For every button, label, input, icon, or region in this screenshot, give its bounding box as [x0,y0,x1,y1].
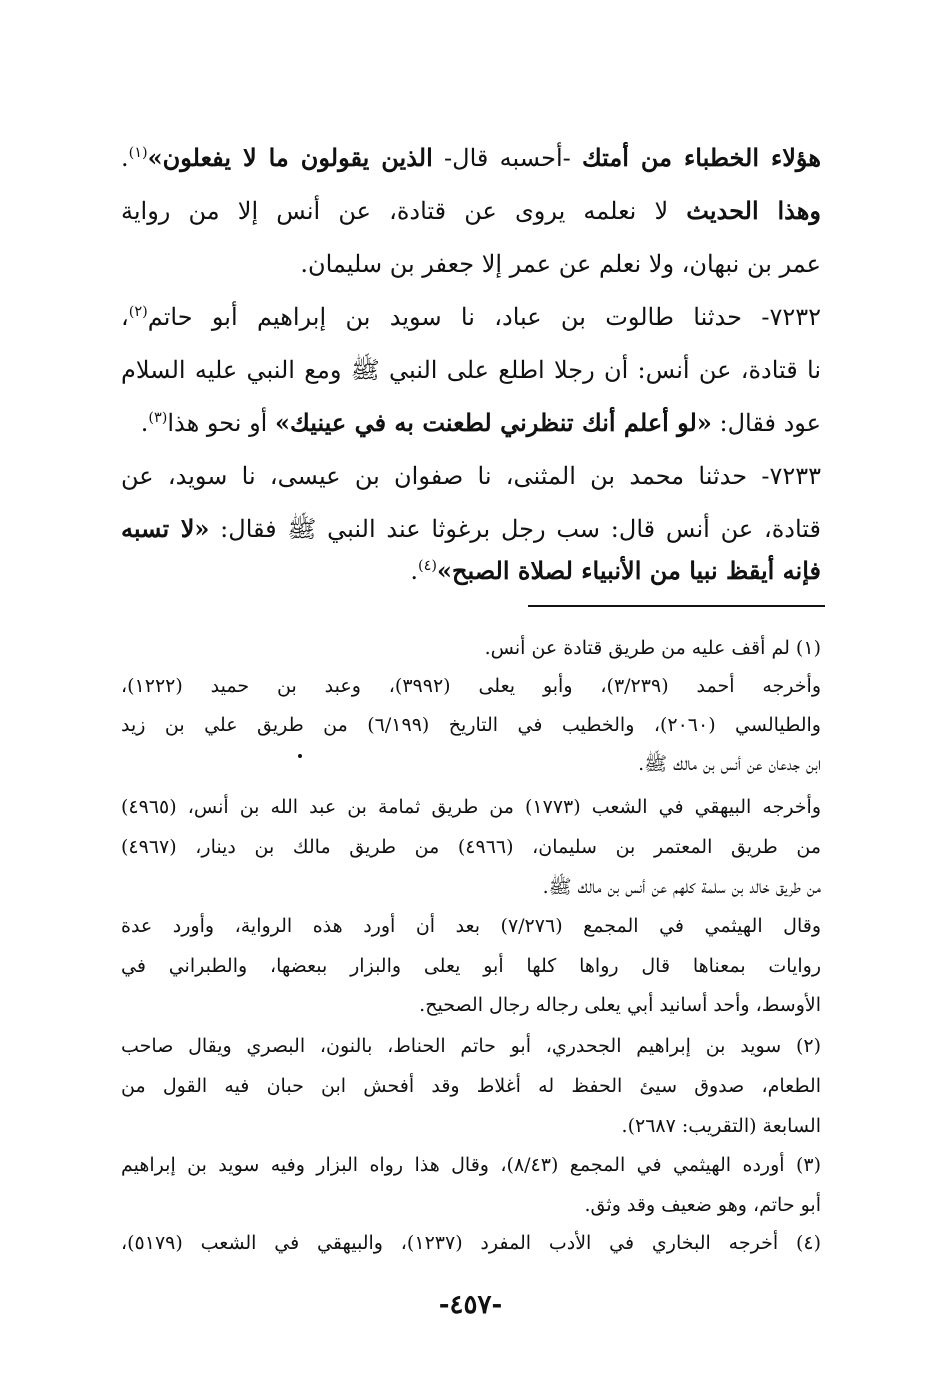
text-segment: لا نعلمه يروى عن قتادة، عن أنس إلا من رواية [121,197,687,225]
footnote-line: (١) لم أقف عليه من طريق قتادة عن أنس. [484,637,821,659]
text-line-5: نا قتادة، عن أنس: أن رجلا اطلع على النبي ﷺ ومع النبي عليه السلام [121,356,821,384]
text-line-3: عمر بن نبهان، ولا نعلم عن عمر إلا جعفر بن سليمان. [300,250,821,278]
text-line-1 [121,140,821,176]
bold-phrase: وهذا الحديث [686,196,821,225]
footnote-line: أبو حاتم، وهو ضعيف وقد وثق. [584,1194,821,1216]
text-line-4 [121,299,821,335]
footnote-line: وأخرجه البيهقي في الشعب (١٧٧٣) من طريق ثمامة بن عبد الله بن أنس، (٤٩٦٥) [121,796,821,818]
footnote-line: (٤) أخرجه البخاري في الأدب المفرد (١٢٣٧)، والبيهقي في الشعب (٥١٧٩)، [121,1232,821,1254]
footnote-ref-1: (١) [128,145,148,161]
text-line-6 [121,405,821,441]
bold-phrase: هؤلاء الخطباء من أمتك [581,143,821,172]
punctuation: ، [121,303,129,331]
text-line-9 [121,553,821,589]
footnote-line: والطيالسي (٢٠٦٠)، والخطيب في التاريخ (٦/١٩٩) من طريق علي بن زيد [121,714,821,736]
footnote-line: (٢) سويد بن إبراهيم الجحدري، أبو حاتم الحناط، بالنون، البصري ويقال صاحب [121,1035,821,1057]
text-segment: قتادة، عن أنس قال: سب رجل برغوثا عند النبي ﷺ فقال: [209,515,821,543]
footnote-line: (٣) أورده الهيثمي في المجمع (٨/٤٣)، وقال هذا رواه البزار وفيه سويد بن إبراهيم [121,1154,821,1176]
punctuation: . [121,144,129,172]
footnote-line: وأخرجه أحمد (٣/٢٣٩)، وأبو يعلى (٣٩٩٢)، وعبد بن حميد (١٢٢٢)، [121,675,821,697]
text-line-8 [121,511,821,547]
footnote-line: الطعام، صدوق سيئ الحفظ له أغلاط وقد أفحش ابن حبان فيه القول من [121,1075,821,1097]
text-segment: عود فقال: [711,409,821,437]
footnote-line: روايات بمعناها قال رواها كلها أبو يعلى والبزار ببعضها، والطبراني في [121,955,821,977]
bold-phrase: فإنه أيقظ نبيا من الأنبياء لصلاة الصبح» [437,556,821,585]
footnote-line: وقال الهيثمي في المجمع (٧/٢٧٦) بعد أن أورد هذه الرواية، وأورد عدة [121,915,821,937]
footnote-ref-3: (٣) [148,410,168,426]
footnote-line: السابعة (التقريب: ٢٦٨٧). [621,1115,821,1137]
footnote-line: من طريق المعتمر بن سليمان، (٤٩٦٦) من طريق مالك بن دينار، (٤٩٦٧) [121,836,821,858]
text-segment: ٧٢٣٢- حدثنا طالوت بن عباد، نا سويد بن إبراهيم أبو حاتم [147,303,821,331]
footnote-line: ابن جدعان عن أنس بن مالك ﷺ. [638,753,821,775]
text-line-7: ٧٢٣٣- حدثنا محمد بن المثنى، نا صفوان بن عيسى، نا سويد، عن [121,462,821,490]
footnote-line: الأوسط، وأحد أسانيد أبي يعلى رجاله رجال الصحيح. [419,994,821,1016]
bold-phrase: الذين يقولون ما لا يفعلون» [147,143,433,172]
bold-phrase: «لو أعلم أنك تنظرني لطعنت به في عينيك» [274,408,712,437]
page-number: -٤٥٧- [438,1290,503,1320]
punctuation: . [410,557,419,585]
punctuation: . [140,409,149,437]
stray-mark [298,754,302,758]
footnote-ref-4: (٤) [418,558,437,574]
text-line-2 [121,193,821,229]
footnote-separator [528,605,825,607]
text-segment: أو نحو هذا [167,409,275,437]
footnote-line: من طريق خالد بن سلمة كلهم عن أنس بن مالك ﷺ. [542,876,821,898]
bold-phrase: «لا تسبه [121,514,210,543]
footnote-ref-2: (٢) [128,304,148,320]
text-segment: -أحسبه قال- [432,144,582,172]
